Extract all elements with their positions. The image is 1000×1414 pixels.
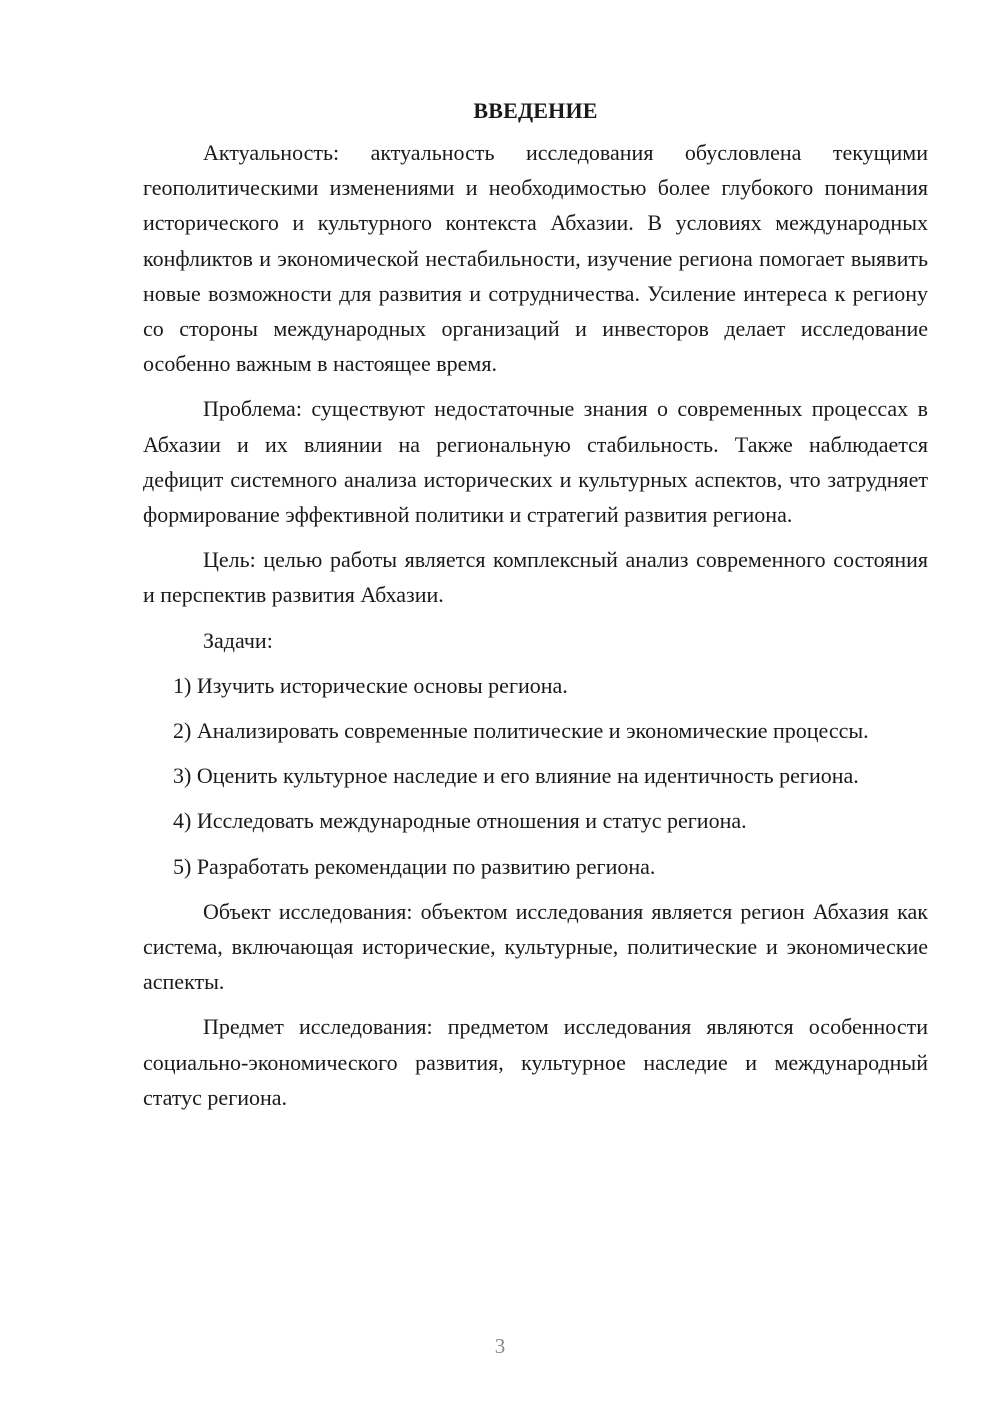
paragraph-goal: Цель: целью работы является комплексный анализ современного состояния и перспектив развития Абхазии. [143, 547, 928, 608]
task-item-4: 4) Исследовать международные отношения и статус региона. [173, 808, 747, 834]
task-item-5: 5) Разработать рекомендации по развитию региона. [173, 853, 656, 879]
paragraph-problem: Проблема: существуют недостаточные знания о современных процессах в Абхазии и их влиянии на региональную стабильность. Также наблюдается дефицит системного анализа исторических и культурных аспектов, что затрудняет формирование эффективной политики и стратегий развития региона. [143, 396, 928, 528]
task-item-3: 3) Оценить культурное наследие и его влияние на идентичность региона. [173, 763, 859, 789]
page-number: 3 [494, 1334, 506, 1358]
task-item-2: 2) Анализировать современные политические и экономические процессы. [173, 718, 869, 744]
paragraph-subject: Предмет исследования: предметом исследования являются особенности социально-экономического развития, культурное наследие и международный статус региона. [143, 1014, 928, 1110]
paragraph-tasks-heading: Задачи: [203, 627, 273, 653]
paragraph-relevance: Актуальность: актуальность исследования обусловлена текущими геополитическими изменениями и необходимостью более глубокого понимания исторического и культурного контекста Абхазии. В условиях международных конфликтов и экономической нестабильности, изучение региона помогает выявить новые возможности для развития и сотрудничества. Усиление интереса к региону со стороны международных организаций и инвесторов делает исследование особенно важным в настоящее время. [143, 140, 928, 377]
task-item-1: 1) Изучить исторические основы региона. [173, 672, 568, 698]
document-page [143, 96, 928, 1125]
paragraph-object: Объект исследования: объектом исследования является регион Абхазия как система, включающая исторические, культурные, политические и экономические аспекты. [143, 898, 928, 995]
section-title: ВВЕДЕНИЕ [473, 98, 598, 123]
